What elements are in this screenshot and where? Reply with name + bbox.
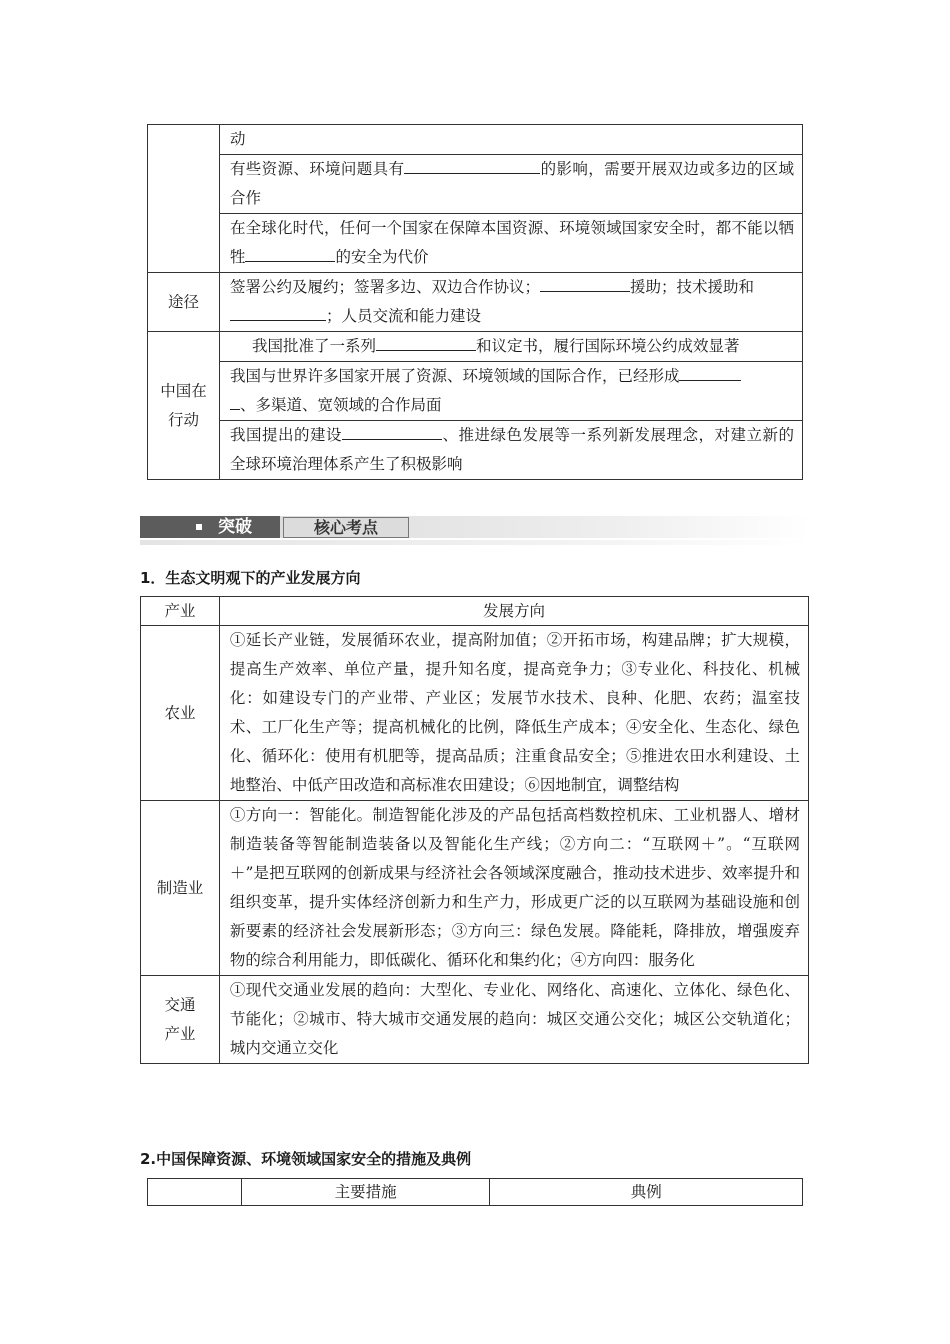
banner-dark-label: 突破	[218, 517, 252, 537]
row-text: 我国与世界许多国家开展了资源、环境领域的国际合作，已经形成	[229, 367, 680, 385]
row-globalization	[219, 214, 802, 273]
fill-blank	[404, 155, 540, 174]
banner-light-tab: 核心考点	[283, 517, 409, 538]
fill-blank	[342, 421, 442, 440]
row-text: 、推进绿色发展等一系列新发展理念，对建立新的全球环境治理体系产生了积极影响	[229, 426, 794, 473]
industry-transport	[141, 976, 220, 1064]
section2-heading: 2.中国保障资源、环境领域国家安全的措施及典例	[140, 1150, 472, 1168]
fill-blank	[245, 243, 335, 262]
banner-dark-tab	[140, 516, 280, 538]
col-header-industry: 产业	[141, 597, 220, 626]
row-text: 在全球化时代，任何一个国家在保障本国资源、环境领域国家安全时，都不能以牺牲	[229, 219, 794, 266]
col-header-direction: 发展方向	[219, 597, 808, 626]
fill-blank	[230, 391, 240, 410]
direction-agriculture: ①延长产业链，发展循环农业，提高附加值；②开拓市场，构建品牌；扩大规模，提高生产效率、单位产量，提升知名度，提高竞争力；③专业化、科技化、机械化：如建设专门的产业带、产业区；发展节水技术、良种、化肥、农药；温室技术、工厂化生产等；提高机械化的比例，降低生产成本；④安全化、生态化、绿色化、循环化：使用有机肥等，提高品质；注重食品安全；⑤推进农田水利建设、土地整治、中低产田改造和高标准农田建设；⑥因地制宜，调整结构	[219, 626, 808, 801]
china-action-label	[148, 332, 220, 480]
industry-agriculture: 农业	[141, 626, 220, 801]
fill-blank	[679, 362, 741, 381]
col-header-examples: 典例	[490, 1179, 803, 1206]
direction-transport: ①现代交通业发展的趋向：大型化、专业化、网络化、高速化、立体化、绿色化、节能化；②城市、特大城市交通发展的趋向：城区交通公交化；城区公交轨道化；城内交通立交化	[219, 976, 808, 1064]
fill-blank	[376, 332, 476, 351]
row-china-cooperation	[219, 362, 802, 421]
row-route	[219, 273, 802, 332]
col-header-blank	[148, 1179, 242, 1206]
measures-table	[147, 1178, 803, 1206]
row-text: 援助；技术援助和	[629, 278, 754, 296]
fill-blank	[540, 273, 630, 292]
row-regional-cooperation	[219, 155, 802, 214]
continued-label-cell	[148, 125, 220, 273]
row-text: 我国提出的建设	[229, 426, 342, 444]
row-continued	[219, 125, 802, 155]
row-text: 、多渠道、宽领域的合作局面	[239, 396, 442, 414]
row-china-conventions	[219, 332, 802, 362]
direction-manufacturing: ①方向一：智能化。制造智能化涉及的产品包括高档数控机床、工业机器人、增材制造装备等智能制造装备以及智能化生产线；②方向二：“互联网＋”。“互联网＋”是把互联网的创新成果与经济社会各领域深度融合，推动技术进步、效率提升和组织变革，提升实体经济创新力和生产力，形成更广泛的以互联网为基础设施和创新要素的经济社会发展新形态；③方向三：绿色发展。降能耗，降排放，增强废弃物的综合利用能力，即低碳化、循环化和集约化；④方向四：服务化	[219, 801, 808, 976]
security-overview-table	[147, 124, 803, 480]
route-label: 途径	[148, 273, 220, 332]
row-text: 签署公约及履约；签署多边、双边合作协议；	[229, 278, 540, 296]
industry-transport-text: 交通产业	[164, 995, 196, 1043]
banner-shadow	[140, 540, 810, 545]
row-text: ；人员交流和能力建设	[325, 307, 481, 325]
industry-manufacturing: 制造业	[141, 801, 220, 976]
row-text: 有些资源、环境问题具有	[229, 160, 405, 178]
section1-heading: 1．生态文明观下的产业发展方向	[140, 569, 361, 587]
col-header-measures: 主要措施	[241, 1179, 490, 1206]
row-text: 的影响，需要开展双边或多边的区域合作	[229, 160, 794, 207]
section-banner	[140, 516, 810, 546]
square-bullet-icon	[196, 524, 202, 530]
industry-direction-table	[140, 596, 809, 1064]
fill-blank	[230, 302, 326, 321]
row-text: 我国批准了一系列	[251, 337, 376, 355]
row-text: 动	[229, 130, 246, 148]
row-china-proposal	[219, 421, 802, 480]
row-text: 的安全为代价	[335, 248, 429, 266]
china-action-label-text: 中国在行动	[160, 381, 207, 429]
row-text: 和议定书，履行国际环境公约成效显著	[475, 337, 740, 355]
